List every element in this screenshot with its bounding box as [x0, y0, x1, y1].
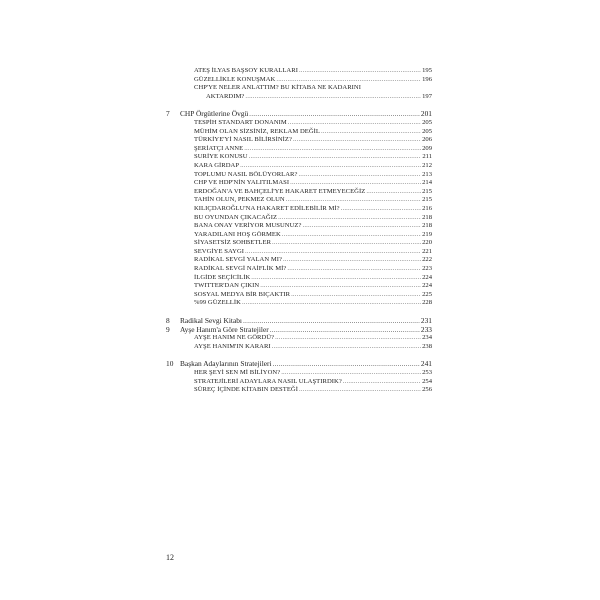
entry-page-number: 218: [422, 213, 432, 221]
entry-title: SOSYAL MEDYA BİR BIÇAKTIR: [194, 290, 291, 298]
entry-page-number: 253: [422, 369, 432, 376]
entry-page-number: 196: [422, 75, 432, 83]
entry-title: CHP Örgütlerine Övgü: [180, 109, 249, 119]
entry-page-number: 231: [420, 316, 432, 326]
entry-page-number: 205: [422, 118, 432, 126]
entry-page-number: 195: [422, 67, 432, 74]
entry-page-number: 211: [422, 153, 432, 161]
toc-section-entry: [166, 84, 432, 93]
entry-page-number: 216: [422, 204, 432, 212]
entry-title: Ayşe Hanım'a Göre Stratejiler: [180, 324, 269, 334]
entry-page-number: 223: [422, 265, 432, 273]
toc-section-entry: [166, 145, 432, 154]
dot-leader: [240, 162, 421, 171]
entry-page-number: 209: [422, 144, 432, 152]
dot-leader: [290, 179, 421, 188]
entry-page-number: 241: [420, 359, 432, 369]
entry-page-number: 219: [422, 230, 432, 238]
dot-leader: [273, 360, 420, 369]
dot-leader: [270, 326, 420, 335]
entry-page-number: 228: [422, 299, 432, 307]
dot-leader: [249, 110, 420, 119]
entry-title: AYŞE HANIM NE GÖRDÜ?: [194, 334, 275, 342]
entry-page-number: 224: [422, 282, 432, 290]
entry-title: AKTARDIM?: [206, 92, 245, 100]
chapter-number: 9: [166, 324, 170, 334]
toc-section-entry: [166, 265, 432, 274]
entry-title: SİYASETSİZ SOHBETLER: [194, 239, 272, 247]
dot-leader: [299, 67, 421, 76]
entry-title: STRATEJİLERİ ADAYLARA NASIL ULAŞTIRDIK?: [194, 377, 342, 385]
entry-title: HER ŞEYİ SEN Mİ BİLİYON?: [194, 369, 281, 376]
dot-leader: [288, 119, 421, 128]
toc-section-entry: [166, 67, 432, 76]
toc-section-entry: [166, 188, 432, 197]
entry-title: YARADILANI HOŞ GÖRMEK: [194, 230, 281, 238]
dot-leader: [343, 378, 421, 387]
entry-page-number: 222: [422, 256, 432, 264]
dot-leader: [275, 334, 421, 343]
dot-leader: [302, 222, 421, 231]
entry-title: TÜRKİYE'Yİ NASIL BİLİRSİNİZ?: [194, 136, 292, 144]
toc-section-entry: [166, 222, 432, 231]
dot-leader: [286, 196, 421, 205]
entry-page-number: 206: [422, 136, 432, 144]
entry-title: KILIÇDAROĞLU'NA HAKARET EDİLEBİLİR Mİ?: [194, 204, 340, 212]
toc-section-entry: [166, 378, 432, 387]
entry-page-number: 205: [422, 127, 432, 135]
toc-section-entry: [166, 369, 432, 378]
dot-leader: [282, 231, 421, 240]
toc-section-entry: [166, 299, 432, 308]
toc-section-entry: [166, 205, 432, 214]
entry-title: RADİKAL SEVGİ YALAN MI?: [194, 256, 283, 264]
table-of-contents: [166, 67, 432, 395]
entry-title: TWITTER'DAN ÇIKIN: [194, 282, 260, 290]
toc-chapter-entry: [166, 110, 432, 119]
entry-page-number: 213: [422, 170, 432, 178]
dot-leader: [278, 214, 421, 223]
entry-title: BU OYUNDAN ÇIKACAĞIZ: [194, 213, 278, 221]
entry-title: %99 GÜZELLİK: [194, 299, 241, 307]
entry-title: ERDOĞAN'A VE BAHÇELİ'YE HAKARET ETMEYECEĞİZ: [194, 187, 366, 195]
entry-title: GÜZELLİKLE KONUŞMAK: [194, 75, 276, 83]
toc-section-entry: [166, 239, 432, 248]
toc-section-entry: [166, 282, 432, 291]
entry-page-number: 254: [422, 377, 432, 385]
entry-title: Başkan Adaylarının Stratejileri: [180, 359, 272, 369]
dot-leader: [243, 317, 420, 326]
entry-page-number: 220: [422, 239, 432, 247]
entry-page-number: 197: [422, 92, 432, 100]
toc-section-entry: [166, 136, 432, 145]
dot-leader: [245, 93, 421, 102]
entry-title: BANA ONAY VERİYOR MUSUNUZ?: [194, 222, 302, 230]
entry-page-number: 233: [420, 324, 432, 334]
entry-title: AYŞE HANIM'IN KARARI: [194, 342, 271, 350]
dot-leader: [291, 291, 421, 300]
toc-section-entry: [166, 274, 432, 283]
entry-title: CHP VE HDP'NİN YALITILMASI: [194, 179, 290, 187]
entry-title: MÜHİM OLAN SİZSİNİZ, REKLAM DEĞİL: [194, 127, 321, 135]
entry-title: ATEŞ İLYAS BAŞSOY KURALLARI: [194, 67, 298, 74]
entry-title: RADİKAL SEVGİ NAİFLİK Mİ?: [194, 265, 287, 273]
toc-section-entry: [166, 76, 432, 85]
toc-section-entry: [166, 231, 432, 240]
entry-title: TESPİH STANDART DONANIM: [194, 118, 287, 126]
dot-leader: [341, 205, 421, 214]
toc-section-entry: [166, 334, 432, 343]
entry-page-number: 221: [422, 247, 432, 255]
entry-page-number: 212: [422, 161, 432, 169]
toc-chapter-entry: [166, 326, 432, 335]
chapter-number: 10: [166, 359, 174, 369]
page-number: 12: [166, 553, 174, 562]
chapter-number: 8: [166, 316, 170, 326]
dot-leader: [244, 145, 421, 154]
entry-title: Radikal Sevgi Kitabı: [180, 316, 242, 326]
entry-page-number: 234: [422, 334, 432, 342]
toc-section-entry: [166, 256, 432, 265]
entry-title: KARA GİRDAP: [194, 161, 240, 169]
toc-section-entry: [166, 128, 432, 137]
entry-page-number: 225: [422, 290, 432, 298]
dot-leader: [293, 136, 421, 145]
toc-section-entry: [166, 196, 432, 205]
entry-title: ŞERİATÇI ANNE: [194, 144, 244, 152]
entry-title: SÜREÇ İÇİNDE KİTABIN DESTEĞİ: [194, 386, 298, 394]
toc-section-entry: [166, 171, 432, 180]
dot-leader: [298, 171, 421, 180]
dot-leader: [249, 153, 421, 162]
toc-section-entry: [166, 162, 432, 171]
entry-title: TAHİN OLUN, PEKMEZ OLUN: [194, 196, 285, 204]
entry-title: TOPLUMU NASIL BÖLÜYORLAR?: [194, 170, 298, 178]
dot-leader: [272, 343, 421, 352]
toc-section-entry: [166, 291, 432, 300]
dot-leader: [245, 248, 421, 257]
chapter-number: 7: [166, 109, 170, 119]
dot-leader: [276, 76, 421, 85]
dot-leader: [283, 256, 421, 265]
entry-page-number: 215: [422, 187, 432, 195]
dot-leader: [321, 128, 421, 137]
toc-section-entry: [166, 153, 432, 162]
entry-page-number: 218: [422, 222, 432, 230]
toc-section-entry: [166, 214, 432, 223]
dot-leader: [251, 274, 421, 283]
toc-section-entry: [166, 248, 432, 257]
toc-section-entry: [166, 343, 432, 352]
dot-leader: [272, 239, 421, 248]
entry-page-number: 215: [422, 196, 432, 204]
entry-page-number: 224: [422, 273, 432, 281]
entry-title: CHP'YE NELER ANLATTIM? BU KİTABA NE KADARINI: [194, 84, 361, 92]
entry-page-number: 256: [422, 386, 432, 394]
dot-leader: [366, 188, 421, 197]
dot-leader: [287, 265, 421, 274]
toc-section-entry: [166, 386, 432, 395]
toc-section-entry: [166, 179, 432, 188]
dot-leader: [242, 299, 421, 308]
dot-leader: [260, 282, 421, 291]
dot-leader: [281, 369, 421, 378]
toc-section-entry: [166, 93, 432, 102]
toc-section-entry: [166, 119, 432, 128]
entry-title: İLGİDE SEÇİCİLİK: [194, 273, 251, 281]
entry-page-number: 201: [420, 109, 432, 119]
entry-title: SEVGİYE SAYGI: [194, 247, 245, 255]
entry-title: SURİYE KONUSU: [194, 153, 248, 161]
entry-page-number: 214: [422, 179, 432, 187]
dot-leader: [299, 386, 421, 395]
toc-chapter-entry: [166, 360, 432, 369]
entry-page-number: 238: [422, 342, 432, 350]
